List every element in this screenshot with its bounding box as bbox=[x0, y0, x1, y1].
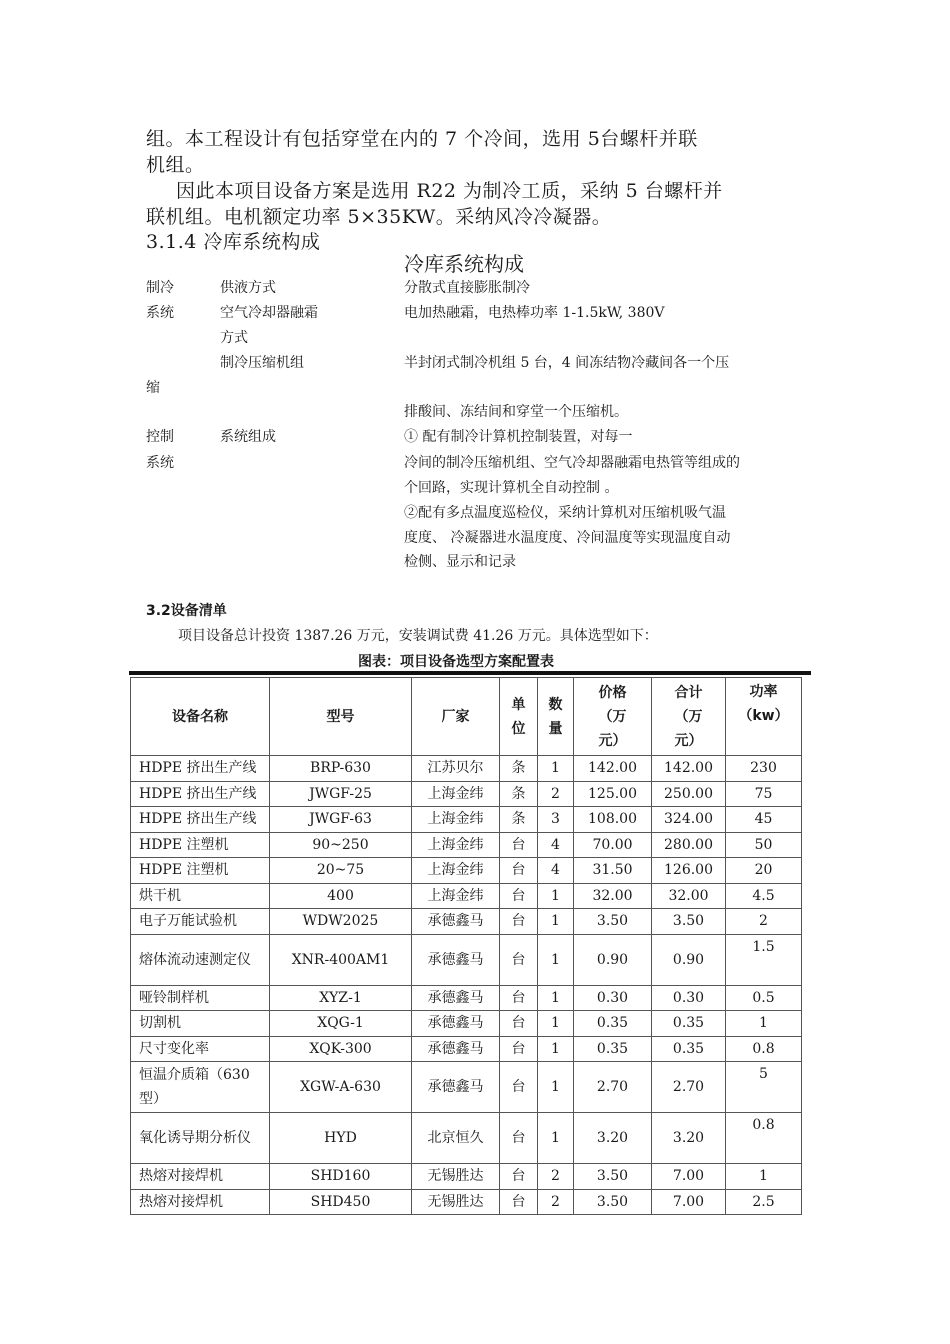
cell-model: XQG-1 bbox=[270, 1011, 412, 1037]
cell-model: 20~75 bbox=[270, 858, 412, 884]
cell-price: 31.50 bbox=[574, 858, 652, 884]
cell-name: 电子万能试验机 bbox=[131, 909, 270, 935]
cell-total: 3.20 bbox=[652, 1113, 726, 1164]
col1-control-2: 系统 bbox=[146, 455, 174, 471]
cell-qty: 2 bbox=[538, 1164, 574, 1190]
cell-total: 0.90 bbox=[652, 934, 726, 985]
table-row bbox=[131, 883, 802, 909]
cell-power: 1.5 bbox=[726, 934, 802, 985]
cell-power: 1 bbox=[726, 1164, 802, 1190]
cell-power: 0.8 bbox=[726, 1113, 802, 1164]
cell-model: JWGF-25 bbox=[270, 781, 412, 807]
intro-line-2: 机组。 bbox=[146, 154, 205, 176]
cell-power: 20 bbox=[726, 858, 802, 884]
cell-qty: 1 bbox=[538, 1036, 574, 1062]
cell-unit: 台 bbox=[500, 1164, 538, 1190]
cell-price: 0.35 bbox=[574, 1036, 652, 1062]
header-power: 功率 （kw） bbox=[726, 678, 802, 756]
cell-model: BRP-630 bbox=[270, 756, 412, 782]
cell-model: 400 bbox=[270, 883, 412, 909]
cell-total: 142.00 bbox=[652, 756, 726, 782]
cell-total: 0.30 bbox=[652, 985, 726, 1011]
cell-total: 3.50 bbox=[652, 909, 726, 935]
cell-unit: 台 bbox=[500, 1113, 538, 1164]
table-row bbox=[131, 832, 802, 858]
cell-price: 2.70 bbox=[574, 1062, 652, 1113]
item-supply: 供液方式 bbox=[220, 280, 276, 296]
cell-unit: 台 bbox=[500, 858, 538, 884]
col1-compress-fragment: 缩 bbox=[146, 380, 160, 396]
cell-maker: 上海金纬 bbox=[412, 883, 500, 909]
col1-control-1: 控制 bbox=[146, 429, 174, 445]
cell-maker: 上海金纬 bbox=[412, 832, 500, 858]
cell-model: XNR-400AM1 bbox=[270, 934, 412, 985]
cell-maker: 上海金纬 bbox=[412, 858, 500, 884]
table-row bbox=[131, 756, 802, 782]
cell-total: 126.00 bbox=[652, 858, 726, 884]
cell-qty: 2 bbox=[538, 1189, 574, 1215]
cell-total: 7.00 bbox=[652, 1189, 726, 1215]
cell-qty: 1 bbox=[538, 1062, 574, 1113]
cell-maker: 承德鑫马 bbox=[412, 1036, 500, 1062]
header-total: 合计 （万 元） bbox=[652, 678, 726, 756]
cell-name: 热熔对接焊机 bbox=[131, 1164, 270, 1190]
cell-unit: 台 bbox=[500, 934, 538, 985]
cell-total: 7.00 bbox=[652, 1164, 726, 1190]
cell-price: 0.90 bbox=[574, 934, 652, 985]
cell-model: SHD450 bbox=[270, 1189, 412, 1215]
table-row bbox=[131, 858, 802, 884]
cell-qty: 3 bbox=[538, 807, 574, 833]
cell-model: JWGF-63 bbox=[270, 807, 412, 833]
cell-power: 2 bbox=[726, 909, 802, 935]
cell-total: 2.70 bbox=[652, 1062, 726, 1113]
cell-power: 75 bbox=[726, 781, 802, 807]
cell-qty: 1 bbox=[538, 934, 574, 985]
item-compressor-value-1: 半封闭式制冷机组 5 台，4 间冻结物冷藏间各一个压 bbox=[404, 355, 730, 371]
header-unit: 单 位 bbox=[500, 678, 538, 756]
cell-price: 142.00 bbox=[574, 756, 652, 782]
cell-power: 4.5 bbox=[726, 883, 802, 909]
cell-maker: 承德鑫马 bbox=[412, 934, 500, 985]
cell-power: 5 bbox=[726, 1062, 802, 1113]
cell-model: WDW2025 bbox=[270, 909, 412, 935]
cell-unit: 台 bbox=[500, 1189, 538, 1215]
cell-qty: 1 bbox=[538, 883, 574, 909]
item-supply-value: 分散式直接膨胀制冷 bbox=[404, 280, 530, 296]
cell-name: 切割机 bbox=[131, 1011, 270, 1037]
cell-name: 烘干机 bbox=[131, 883, 270, 909]
cell-total: 0.35 bbox=[652, 1036, 726, 1062]
cell-name: 热熔对接焊机 bbox=[131, 1189, 270, 1215]
cell-unit: 条 bbox=[500, 781, 538, 807]
cell-name: 恒温介质箱（630 型） bbox=[131, 1062, 270, 1113]
cell-qty: 4 bbox=[538, 832, 574, 858]
cell-power: 50 bbox=[726, 832, 802, 858]
cell-price: 3.50 bbox=[574, 1164, 652, 1190]
table-row bbox=[131, 985, 802, 1011]
cell-price: 108.00 bbox=[574, 807, 652, 833]
table-top-rule bbox=[129, 671, 811, 675]
item-control: 系统组成 bbox=[220, 429, 276, 445]
cell-name: 哑铃制样机 bbox=[131, 985, 270, 1011]
table-row bbox=[131, 807, 802, 833]
cell-price: 3.20 bbox=[574, 1113, 652, 1164]
cell-total: 0.35 bbox=[652, 1011, 726, 1037]
item-defrost-1: 空气冷却器融霜 bbox=[220, 305, 318, 321]
table-row bbox=[131, 934, 802, 985]
cell-price: 3.50 bbox=[574, 909, 652, 935]
cell-maker: 无锡胜达 bbox=[412, 1164, 500, 1190]
table-row bbox=[131, 1113, 802, 1164]
cell-power: 45 bbox=[726, 807, 802, 833]
cell-unit: 条 bbox=[500, 807, 538, 833]
section-title-3-2: 3.2设备清单 bbox=[146, 603, 227, 619]
cell-model: XQK-300 bbox=[270, 1036, 412, 1062]
header-model: 型号 bbox=[270, 678, 412, 756]
item-control-value-1: ① 配有制冷计算机控制装置，对每一 bbox=[404, 429, 633, 445]
cell-price: 3.50 bbox=[574, 1189, 652, 1215]
cell-price: 70.00 bbox=[574, 832, 652, 858]
cell-qty: 1 bbox=[538, 1113, 574, 1164]
cell-name: HDPE 挤出生产线 bbox=[131, 807, 270, 833]
cell-maker: 无锡胜达 bbox=[412, 1189, 500, 1215]
header-maker: 厂家 bbox=[412, 678, 500, 756]
cell-name: 氧化诱导期分析仪 bbox=[131, 1113, 270, 1164]
item-compressor: 制冷压缩机组 bbox=[220, 355, 304, 371]
cell-unit: 条 bbox=[500, 756, 538, 782]
cell-maker: 承德鑫马 bbox=[412, 985, 500, 1011]
cell-unit: 台 bbox=[500, 883, 538, 909]
table-row bbox=[131, 1189, 802, 1215]
cell-name: 尺寸变化率 bbox=[131, 1036, 270, 1062]
cell-unit: 台 bbox=[500, 1036, 538, 1062]
cell-name: 熔体流动速测定仪 bbox=[131, 934, 270, 985]
cell-price: 125.00 bbox=[574, 781, 652, 807]
item-defrost-2: 方式 bbox=[220, 330, 248, 346]
cell-name: HDPE 挤出生产线 bbox=[131, 756, 270, 782]
table-row bbox=[131, 1062, 802, 1113]
cell-total: 32.00 bbox=[652, 883, 726, 909]
cell-unit: 台 bbox=[500, 832, 538, 858]
cell-maker: 江苏贝尔 bbox=[412, 756, 500, 782]
cell-unit: 台 bbox=[500, 1062, 538, 1113]
cell-power: 230 bbox=[726, 756, 802, 782]
cell-model: XYZ-1 bbox=[270, 985, 412, 1011]
table-header-row bbox=[131, 678, 802, 756]
cell-maker: 上海金纬 bbox=[412, 807, 500, 833]
cell-maker: 承德鑫马 bbox=[412, 1011, 500, 1037]
cell-unit: 台 bbox=[500, 1011, 538, 1037]
cell-unit: 台 bbox=[500, 985, 538, 1011]
intro-line-1: 组。本工程设计有包括穿堂在内的 7 个冷间，选用 5台螺杆并联 bbox=[146, 128, 698, 150]
cell-price: 0.35 bbox=[574, 1011, 652, 1037]
cell-maker: 北京恒久 bbox=[412, 1113, 500, 1164]
intro-line-3: 因此本项目设备方案是选用 R22 为制冷工质，采纳 5 台螺杆并 bbox=[176, 180, 723, 202]
cell-qty: 4 bbox=[538, 858, 574, 884]
equipment-summary: 项目设备总计投资 1387.26 万元，安装调试费 41.26 万元。具体选型如下： bbox=[178, 628, 658, 644]
section-title-3-1-4: 3.1.4 冷库系统构成 bbox=[146, 231, 321, 253]
cell-name: HDPE 注塑机 bbox=[131, 832, 270, 858]
col1-refrig-2: 系统 bbox=[146, 305, 174, 321]
cell-maker: 上海金纬 bbox=[412, 781, 500, 807]
item-compressor-value-2: 排酸间、冻结间和穿堂一个压缩机。 bbox=[404, 404, 628, 420]
table-row bbox=[131, 1036, 802, 1062]
table-row bbox=[131, 1011, 802, 1037]
item-control-value-3: 个回路，实现计算机全自动控制 。 bbox=[404, 480, 619, 496]
header-qty: 数 量 bbox=[538, 678, 574, 756]
system-table-title: 冷库系统构成 bbox=[404, 252, 524, 276]
cell-power: 2.5 bbox=[726, 1189, 802, 1215]
cell-model: 90~250 bbox=[270, 832, 412, 858]
intro-line-4: 联机组。电机额定功率 5×35KW。采纳风冷冷凝器。 bbox=[146, 206, 612, 228]
cell-maker: 承德鑫马 bbox=[412, 1062, 500, 1113]
cell-qty: 1 bbox=[538, 985, 574, 1011]
cell-model: SHD160 bbox=[270, 1164, 412, 1190]
cell-power: 1 bbox=[726, 1011, 802, 1037]
cell-maker: 承德鑫马 bbox=[412, 909, 500, 935]
table-caption: 图表：项目设备选型方案配置表 bbox=[358, 654, 554, 670]
cell-total: 324.00 bbox=[652, 807, 726, 833]
equipment-table bbox=[130, 677, 802, 1215]
table-row bbox=[131, 909, 802, 935]
table-row bbox=[131, 781, 802, 807]
cell-total: 250.00 bbox=[652, 781, 726, 807]
cell-unit: 台 bbox=[500, 909, 538, 935]
item-control-value-6: 检侧、显示和记录 bbox=[404, 554, 516, 570]
cell-qty: 1 bbox=[538, 756, 574, 782]
cell-qty: 1 bbox=[538, 1011, 574, 1037]
item-control-value-4: ②配有多点温度巡检仪，采纳计算机对压缩机吸气温 bbox=[404, 505, 726, 521]
cell-name: HDPE 挤出生产线 bbox=[131, 781, 270, 807]
table-row bbox=[131, 1164, 802, 1190]
item-control-value-2: 冷间的制冷压缩机组、空气冷却器融霜电热管等组成的 bbox=[404, 455, 740, 471]
cell-price: 32.00 bbox=[574, 883, 652, 909]
item-defrost-value: 电加热融霜，电热棒功率 1-1.5kW, 380V bbox=[404, 305, 665, 321]
cell-name: HDPE 注塑机 bbox=[131, 858, 270, 884]
cell-model: XGW-A-630 bbox=[270, 1062, 412, 1113]
cell-power: 0.5 bbox=[726, 985, 802, 1011]
cell-total: 280.00 bbox=[652, 832, 726, 858]
cell-power: 0.8 bbox=[726, 1036, 802, 1062]
cell-qty: 1 bbox=[538, 909, 574, 935]
header-name: 设备名称 bbox=[131, 678, 270, 756]
item-control-value-5: 度度、 冷凝器进水温度度、冷间温度等实现温度自动 bbox=[404, 530, 731, 546]
header-price: 价格 （万 元） bbox=[574, 678, 652, 756]
col1-refrig-1: 制冷 bbox=[146, 280, 174, 296]
cell-model: HYD bbox=[270, 1113, 412, 1164]
cell-price: 0.30 bbox=[574, 985, 652, 1011]
cell-qty: 2 bbox=[538, 781, 574, 807]
